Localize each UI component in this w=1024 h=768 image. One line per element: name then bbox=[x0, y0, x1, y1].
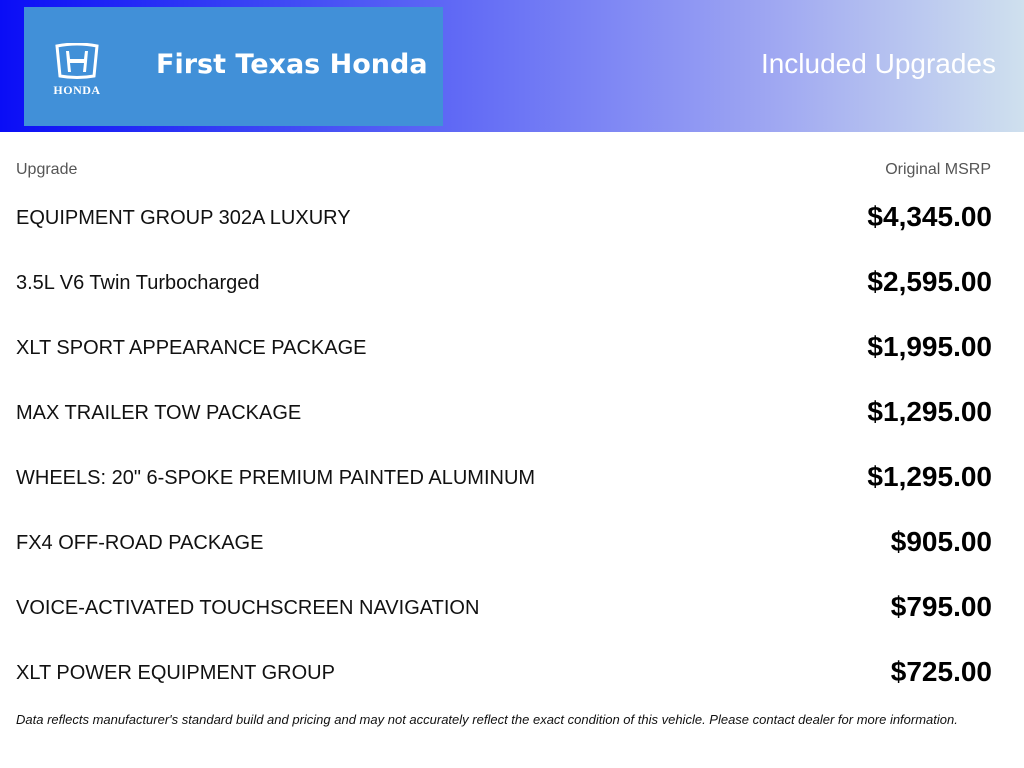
upgrade-name: 3.5L V6 Twin Turbocharged bbox=[16, 272, 260, 294]
upgrade-name: MAX TRAILER TOW PACKAGE bbox=[16, 402, 302, 424]
table-row bbox=[0, 315, 1024, 380]
page-header bbox=[0, 0, 1024, 132]
upgrade-name: XLT SPORT APPEARANCE PACKAGE bbox=[16, 337, 367, 359]
table-row bbox=[0, 510, 1024, 575]
upgrade-price: $1,995.00 bbox=[867, 331, 992, 362]
upgrade-price: $725.00 bbox=[890, 656, 992, 687]
table-row bbox=[0, 575, 1024, 640]
upgrades-table bbox=[0, 185, 1024, 705]
honda-logo-mark bbox=[37, 43, 117, 97]
column-header-msrp: Original MSRP bbox=[885, 161, 991, 178]
upgrade-name: VOICE-ACTIVATED TOUCHSCREEN NAVIGATION bbox=[16, 597, 480, 619]
dealer-logo bbox=[24, 7, 443, 126]
upgrade-name: FX4 OFF-ROAD PACKAGE bbox=[16, 532, 264, 554]
honda-h-icon bbox=[54, 43, 100, 79]
dealer-name: First Texas Honda bbox=[156, 49, 428, 80]
table-row bbox=[0, 380, 1024, 445]
upgrade-price: $905.00 bbox=[890, 526, 992, 557]
disclaimer-text: Data reflects manufacturer's standard build and pricing and may not accurately reflect the exact condition of this vehicle. Please contact dealer for more information. bbox=[16, 712, 958, 727]
table-row bbox=[0, 640, 1024, 705]
upgrade-name: XLT POWER EQUIPMENT GROUP bbox=[16, 662, 335, 684]
table-row bbox=[0, 250, 1024, 315]
honda-wordmark: HONDA bbox=[53, 83, 101, 97]
upgrade-price: $2,595.00 bbox=[867, 266, 992, 297]
upgrade-name: WHEELS: 20" 6-SPOKE PREMIUM PAINTED ALUMINUM bbox=[16, 467, 536, 489]
upgrade-name: EQUIPMENT GROUP 302A LUXURY bbox=[16, 207, 351, 229]
column-header-upgrade: Upgrade bbox=[16, 161, 78, 178]
upgrade-price: $1,295.00 bbox=[867, 396, 992, 427]
upgrade-price: $1,295.00 bbox=[867, 461, 992, 492]
table-row bbox=[0, 185, 1024, 250]
table-row bbox=[0, 445, 1024, 510]
upgrade-price: $795.00 bbox=[890, 591, 992, 622]
upgrade-price: $4,345.00 bbox=[867, 201, 992, 232]
page-title: Included Upgrades bbox=[760, 48, 996, 79]
